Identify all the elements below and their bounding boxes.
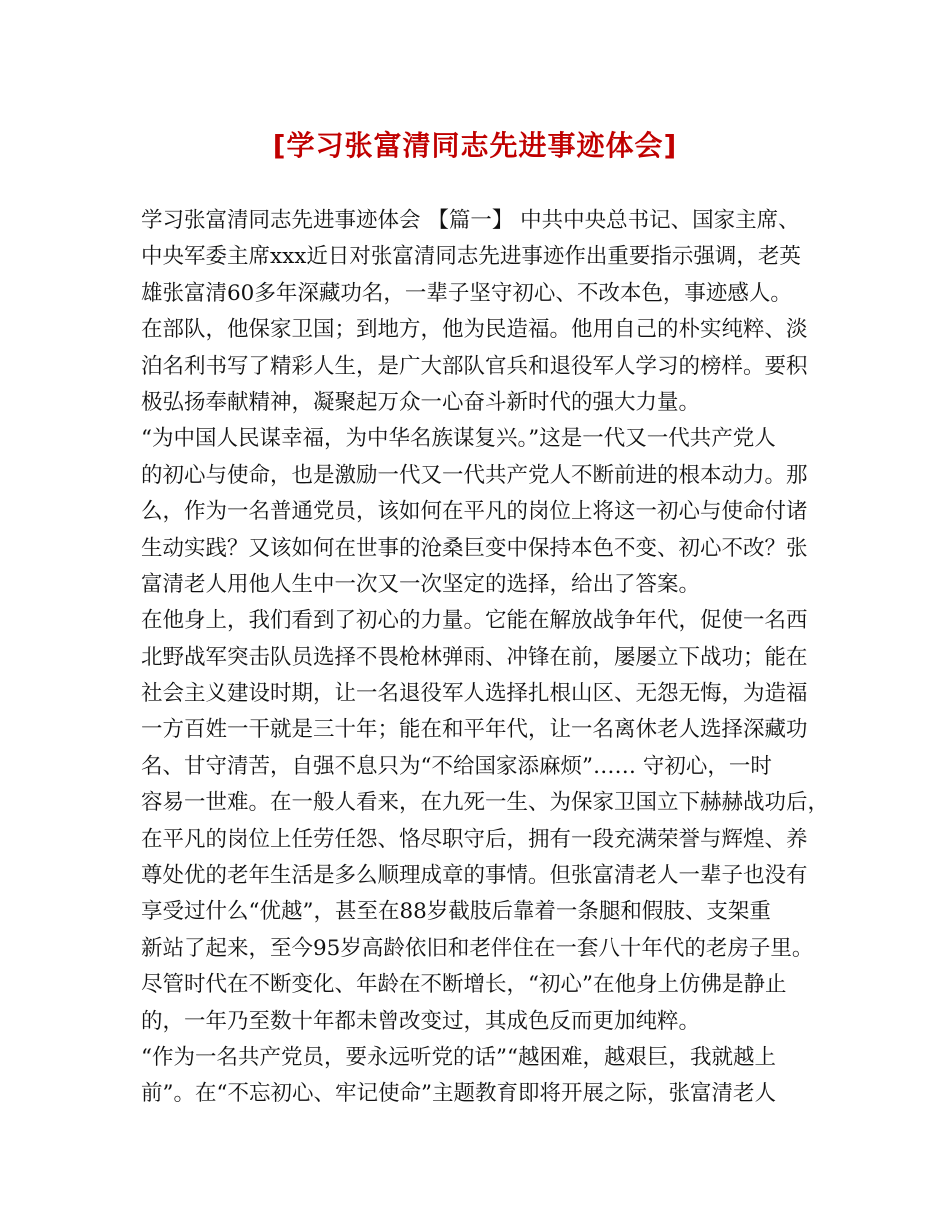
text-line: 生动实践？又该如何在世事的沧桑巨变中保持本色不变、初心不改？张 <box>141 535 808 561</box>
text-line: 容易一世难。在一般人看来，在九死一生、为保家卫国立下赫赫战功后， <box>141 790 830 816</box>
text-line: 在他身上，我们看到了初心的力量。它能在解放战争年代，促使一名西 <box>141 608 808 634</box>
text-line: 泊名利书写了精彩人生，是广大部队官兵和退役军人学习的榜样。要积 <box>141 353 808 379</box>
text-line: 极弘扬奉献精神，凝聚起万众一心奋斗新时代的强大力量。 <box>141 389 701 415</box>
text-line: 么，作为一名普通党员，该如何在平凡的岗位上将这一初心与使命付诸 <box>141 499 808 525</box>
text-line: 一方百姓一干就是三十年；能在和平年代，让一名离休老人选择深藏功 <box>141 717 808 743</box>
text-line: 尊处优的老年生活是多么顺理成章的事情。但张富清老人一辈子也没有 <box>141 863 808 889</box>
document-title: [学习张富清同志先进事迹体会] <box>272 129 678 162</box>
text-line: 尽管时代在不断变化、年龄在不断增长，“初心”在他身上仿佛是静止 <box>141 972 787 998</box>
text-line: 前”。在“不忘初心、牢记使命”主题教育即将开展之际，张富清老人 <box>141 1081 776 1107</box>
text-line: “为中国人民谋幸福，为中华名族谋复兴。”这是一代又一代共产党人 <box>141 426 776 452</box>
document-body <box>141 203 830 1113</box>
text-line: 雄张富清60多年深藏功名，一辈子坚守初心、不改本色，事迹感人。 <box>141 280 792 306</box>
text-line: “作为一名共产党员，要永远听党的话”“越困难，越艰巨，我就越上 <box>141 1044 776 1070</box>
text-line: 中央军委主席xxx近日对张富清同志先进事迹作出重要指示强调，老英 <box>141 244 801 270</box>
text-line: 新站了起来，至今95岁高龄依旧和老伴住在一套八十年代的老房子里。 <box>141 935 814 961</box>
text-line: 在部队，他保家卫国；到地方，他为民造福。他用自己的朴实纯粹、淡 <box>141 317 808 343</box>
text-line: 名、甘守清苦，自强不息只为“不给国家添麻烦”…… 守初心，一时 <box>141 753 772 779</box>
text-line: 的，一年乃至数十年都未曾改变过，其成色反而更加纯粹。 <box>141 1008 701 1034</box>
text-line: 北野战军突击队员选择不畏枪林弹雨、冲锋在前，屡屡立下战功；能在 <box>141 644 808 670</box>
text-line: 社会主义建设时期，让一名退役军人选择扎根山区、无怨无悔，为造福 <box>141 681 808 707</box>
text-line: 享受过什么“优越”，甚至在88岁截肢后靠着一条腿和假肢、支架重 <box>141 899 771 925</box>
text-line: 的初心与使命，也是激励一代又一代共产党人不断前进的根本动力。那 <box>141 462 808 488</box>
text-line: 在平凡的岗位上任劳任怨、恪尽职守后，拥有一段充满荣誉与辉煌、养 <box>141 826 808 852</box>
text-line: 学习张富清同志先进事迹体会 【篇一】 中共中央总书记、国家主席、 <box>141 208 800 233</box>
text-line: 富清老人用他人生中一次又一次坚定的选择，给出了答案。 <box>141 571 701 597</box>
